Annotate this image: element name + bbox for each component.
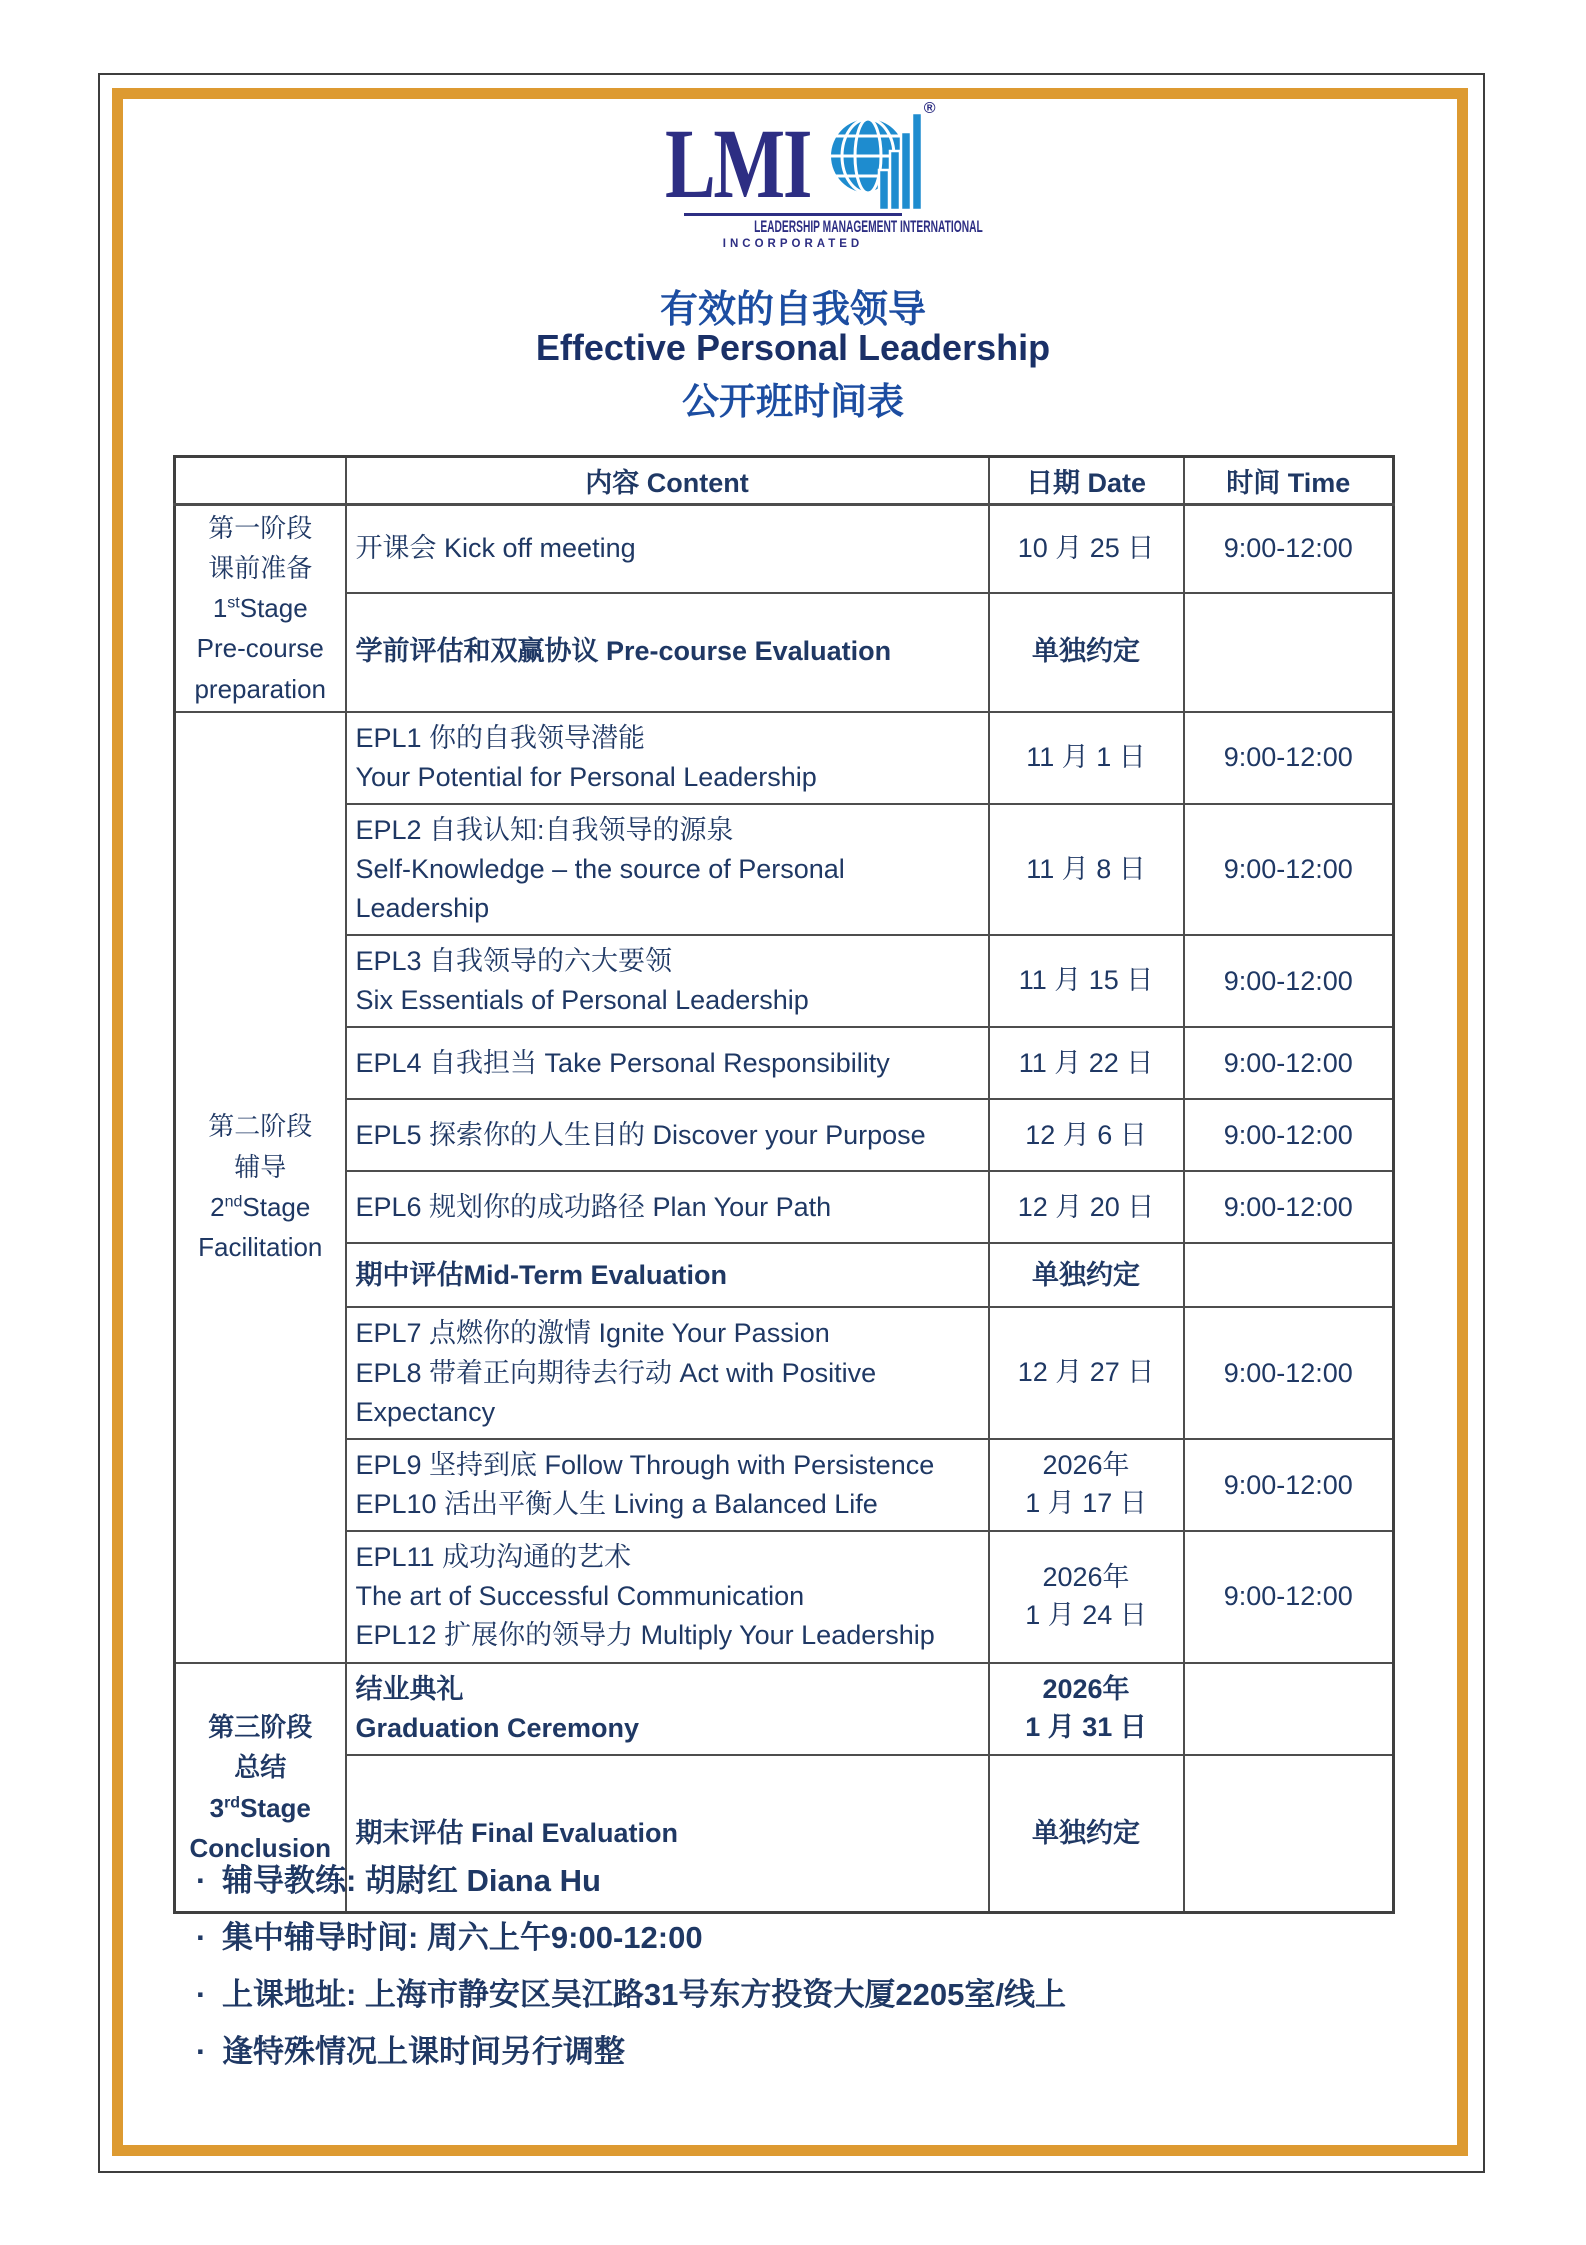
content-cell: EPL9 坚持到底 Follow Through with Persistence EPL10 活出平衡人生 Living a Balanced Life bbox=[346, 1439, 989, 1531]
column-header: 时间 Time bbox=[1184, 457, 1394, 505]
column-header bbox=[175, 457, 346, 505]
bullet-icon: · bbox=[196, 1977, 207, 2012]
table-row bbox=[175, 505, 1394, 593]
date-cell: 11 月 8 日 bbox=[989, 804, 1184, 935]
content-cell: 期中评估Mid-Term Evaluation bbox=[346, 1243, 989, 1307]
column-header: 内容 Content bbox=[346, 457, 989, 505]
content-cell: 期末评估 Final Evaluation bbox=[346, 1755, 989, 1913]
logo-incorporated: INCORPORATED bbox=[722, 238, 864, 250]
stage-cell: 第二阶段 辅导 2ndStage Facilitation bbox=[175, 712, 346, 1663]
time-cell bbox=[1184, 1663, 1394, 1755]
date-cell: 2026年 1 月 31 日 bbox=[989, 1663, 1184, 1755]
date-cell: 11 月 22 日 bbox=[989, 1027, 1184, 1099]
time-cell: 9:00-12:00 bbox=[1184, 804, 1394, 935]
date-cell: 2026年 1 月 24 日 bbox=[989, 1531, 1184, 1662]
lmi-logo bbox=[0, 100, 1586, 250]
content-cell: EPL6 规划你的成功路径 Plan Your Path bbox=[346, 1171, 989, 1243]
stage-ordinal: 2ndStage bbox=[210, 1192, 311, 1223]
note-line bbox=[196, 1966, 1066, 2023]
content-cell: 学前评估和双赢协议 Pre-course Evaluation bbox=[346, 593, 989, 712]
table-row bbox=[175, 1243, 1394, 1307]
date-cell: 单独约定 bbox=[989, 593, 1184, 712]
lmi-logo-row bbox=[664, 100, 936, 219]
note-line bbox=[196, 1852, 1066, 1909]
table-row bbox=[175, 804, 1394, 935]
note-text: 集中辅导时间: 周六上午9:00-12:00 bbox=[222, 1920, 703, 1955]
date-cell: 12 月 20 日 bbox=[989, 1171, 1184, 1243]
registered-trademark: ® bbox=[923, 100, 936, 117]
content-cell: EPL7 点燃你的激情 Ignite Your Passion EPL8 带着正向期待去行动 Act with Positive Expectancy bbox=[346, 1307, 989, 1438]
content-cell: EPL4 自我担当 Take Personal Responsibility bbox=[346, 1027, 989, 1099]
table-row bbox=[175, 1171, 1394, 1243]
note-line bbox=[196, 1909, 1066, 1966]
time-cell: 9:00-12:00 bbox=[1184, 505, 1394, 593]
time-cell: 9:00-12:00 bbox=[1184, 712, 1394, 804]
table-row bbox=[175, 1307, 1394, 1438]
date-cell: 单独约定 bbox=[989, 1755, 1184, 1913]
course-title-cn: 有效的自我领导 bbox=[659, 289, 926, 331]
note-text: 辅导教练: 胡尉红 Diana Hu bbox=[222, 1863, 601, 1898]
logo-company-name: LEADERSHIP MANAGEMENT INTERNATIONAL bbox=[754, 218, 983, 236]
content-cell: EPL3 自我领导的六大要领 Six Essentials of Personal Leadership bbox=[346, 935, 989, 1027]
notes-list bbox=[196, 1852, 1066, 2080]
table-row bbox=[175, 712, 1394, 804]
stage-ordinal: 3rdStage bbox=[209, 1792, 311, 1823]
table-row bbox=[175, 1531, 1394, 1662]
time-cell: 9:00-12:00 bbox=[1184, 1171, 1394, 1243]
date-cell: 12 月 27 日 bbox=[989, 1307, 1184, 1438]
schedule-table bbox=[173, 455, 1395, 1914]
content-cell: EPL5 探索你的人生目的 Discover your Purpose bbox=[346, 1099, 989, 1171]
column-header: 日期 Date bbox=[989, 457, 1184, 505]
date-cell: 2026年 1 月 17 日 bbox=[989, 1439, 1184, 1531]
time-cell: 9:00-12:00 bbox=[1184, 1531, 1394, 1662]
time-cell: 9:00-12:00 bbox=[1184, 1439, 1394, 1531]
stage-ordinal: 1stStage bbox=[212, 593, 308, 624]
logo-acronym: LMI bbox=[664, 108, 810, 219]
time-cell bbox=[1184, 1243, 1394, 1307]
time-cell bbox=[1184, 1755, 1394, 1913]
content-cell: 开课会 Kick off meeting bbox=[346, 505, 989, 593]
time-cell bbox=[1184, 593, 1394, 712]
table-row bbox=[175, 935, 1394, 1027]
note-text: 逢特殊情况上课时间另行调整 bbox=[222, 2034, 625, 2069]
date-cell: 单独约定 bbox=[989, 1243, 1184, 1307]
table-row bbox=[175, 593, 1394, 712]
table-row bbox=[175, 1663, 1394, 1755]
table-row bbox=[175, 1099, 1394, 1171]
stage-cell: 第一阶段 课前准备 1stStage Pre-course preparation bbox=[175, 505, 346, 712]
time-cell: 9:00-12:00 bbox=[1184, 1027, 1394, 1099]
content-cell: 结业典礼 Graduation Ceremony bbox=[346, 1663, 989, 1755]
content-cell: EPL2 自我认知:自我领导的源泉 Self-Knowledge – the source of Personal Leadership bbox=[346, 804, 989, 935]
stage-cell: 第三阶段 总结 3rdStage Conclusion bbox=[175, 1663, 346, 1913]
time-cell: 9:00-12:00 bbox=[1184, 1307, 1394, 1438]
date-cell: 11 月 1 日 bbox=[989, 712, 1184, 804]
bullet-icon: · bbox=[196, 1863, 207, 1898]
time-cell: 9:00-12:00 bbox=[1184, 1099, 1394, 1171]
note-text: 上课地址: 上海市静安区吴江路31号东方投资大厦2205室/线上 bbox=[222, 1977, 1066, 2012]
bullet-icon: · bbox=[196, 1920, 207, 1955]
date-cell: 12 月 6 日 bbox=[989, 1099, 1184, 1171]
schedule-subtitle: 公开班时间表 bbox=[682, 381, 904, 422]
time-cell: 9:00-12:00 bbox=[1184, 935, 1394, 1027]
date-cell: 11 月 15 日 bbox=[989, 935, 1184, 1027]
date-cell: 10 月 25 日 bbox=[989, 505, 1184, 593]
globe-bar-chart-icon bbox=[830, 110, 922, 210]
table-row bbox=[175, 1439, 1394, 1531]
course-title-en: Effective Personal Leadership bbox=[535, 327, 1051, 368]
content-cell: EPL11 成功沟通的艺术 The art of Successful Communication EPL12 扩展你的领导力 Multiply Your Leadership bbox=[346, 1531, 989, 1662]
table-row bbox=[175, 1027, 1394, 1099]
table-header-row bbox=[175, 457, 1394, 505]
note-line bbox=[196, 2023, 1066, 2080]
content-cell: EPL1 你的自我领导潜能 Your Potential for Personal Leadership bbox=[346, 712, 989, 804]
bullet-icon: · bbox=[196, 2034, 207, 2069]
